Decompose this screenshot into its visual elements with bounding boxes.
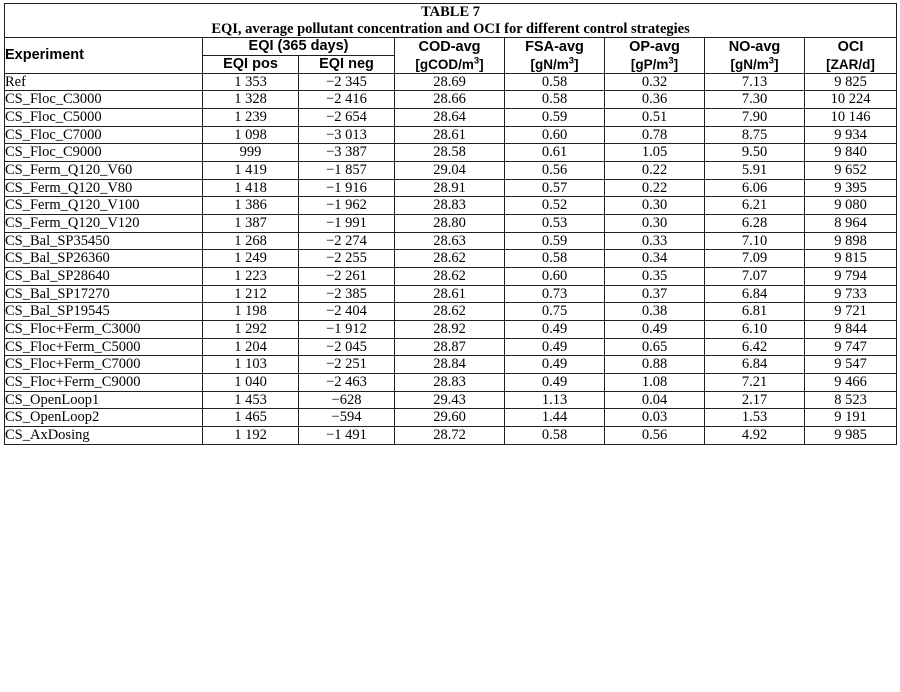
table-row (5, 285, 897, 303)
cell-fsa: 0.58 (505, 91, 605, 109)
cell-fsa: 0.58 (505, 250, 605, 268)
cell-fsa: 1.13 (505, 391, 605, 409)
cell-no: 1.53 (705, 409, 805, 427)
cell-experiment: CS_Floc+Ferm_C7000 (5, 356, 203, 374)
cell-eqi-neg: −2 045 (299, 338, 395, 356)
cell-oci: 9 898 (805, 232, 897, 250)
table-row (5, 427, 897, 445)
column-header-fsa-name: FSA-avg (525, 38, 584, 55)
cell-no: 7.07 (705, 268, 805, 286)
cell-oci: 9 733 (805, 285, 897, 303)
column-header-eqi-pos: EQI pos (203, 56, 299, 74)
cell-cod: 28.69 (395, 73, 505, 91)
cell-cod: 28.92 (395, 321, 505, 339)
cell-op: 0.04 (605, 391, 705, 409)
cell-cod: 28.62 (395, 268, 505, 286)
column-header-cod (395, 38, 505, 73)
cell-oci: 9 721 (805, 303, 897, 321)
cell-experiment: CS_Floc_C7000 (5, 126, 203, 144)
cell-experiment: CS_Bal_SP35450 (5, 232, 203, 250)
cell-fsa: 0.52 (505, 197, 605, 215)
cell-experiment: CS_OpenLoop1 (5, 391, 203, 409)
cell-eqi-pos: 1 465 (203, 409, 299, 427)
table-row (5, 268, 897, 286)
cell-no: 6.06 (705, 179, 805, 197)
cell-op: 1.08 (605, 374, 705, 392)
cell-no: 6.84 (705, 285, 805, 303)
cell-oci: 9 840 (805, 144, 897, 162)
cell-eqi-neg: −3 013 (299, 126, 395, 144)
cell-op: 0.22 (605, 179, 705, 197)
table-row (5, 232, 897, 250)
column-header-fsa (505, 38, 605, 73)
cell-fsa: 0.60 (505, 126, 605, 144)
cell-eqi-neg: −2 261 (299, 268, 395, 286)
cell-cod: 28.72 (395, 427, 505, 445)
cell-eqi-neg: −2 251 (299, 356, 395, 374)
cell-oci: 9 547 (805, 356, 897, 374)
cell-eqi-neg: −2 274 (299, 232, 395, 250)
cell-op: 0.03 (605, 409, 705, 427)
table-caption-row (5, 21, 897, 38)
cell-experiment: CS_AxDosing (5, 427, 203, 445)
cell-op: 0.88 (605, 356, 705, 374)
cell-oci: 9 934 (805, 126, 897, 144)
cell-cod: 28.58 (395, 144, 505, 162)
cell-no: 7.90 (705, 109, 805, 127)
cell-no: 8.75 (705, 126, 805, 144)
table-header (5, 4, 897, 74)
cell-oci: 8 964 (805, 215, 897, 233)
table-caption: EQI, average pollutant concentration and OCI for different control strategies (5, 21, 897, 38)
cell-experiment: CS_Ferm_Q120_V60 (5, 162, 203, 180)
cell-op: 0.30 (605, 215, 705, 233)
table-row (5, 321, 897, 339)
cell-eqi-neg: −2 654 (299, 109, 395, 127)
cell-op: 0.37 (605, 285, 705, 303)
cell-oci: 8 523 (805, 391, 897, 409)
cell-experiment: CS_Bal_SP26360 (5, 250, 203, 268)
cell-no: 6.21 (705, 197, 805, 215)
cell-eqi-neg: −1 491 (299, 427, 395, 445)
table-row (5, 215, 897, 233)
cell-no: 7.21 (705, 374, 805, 392)
cell-eqi-neg: −2 463 (299, 374, 395, 392)
cell-op: 0.49 (605, 321, 705, 339)
cell-eqi-pos: 1 198 (203, 303, 299, 321)
table-number: TABLE 7 (5, 4, 897, 21)
table-row (5, 338, 897, 356)
column-header-eqi-group: EQI (365 days) (203, 38, 395, 56)
cell-oci: 9 747 (805, 338, 897, 356)
table-row (5, 409, 897, 427)
table-row (5, 303, 897, 321)
cell-cod: 28.83 (395, 197, 505, 215)
cell-eqi-neg: −3 387 (299, 144, 395, 162)
cell-eqi-neg: −1 962 (299, 197, 395, 215)
cell-no: 6.84 (705, 356, 805, 374)
table-row (5, 391, 897, 409)
table-row (5, 356, 897, 374)
cell-cod: 29.43 (395, 391, 505, 409)
cell-eqi-neg: −2 385 (299, 285, 395, 303)
cell-eqi-pos: 1 386 (203, 197, 299, 215)
cell-eqi-pos: 1 353 (203, 73, 299, 91)
cell-oci: 9 844 (805, 321, 897, 339)
column-header-oci-name: OCI (837, 38, 864, 55)
column-header-op-unit: $[gP/m^3]$ (630, 55, 679, 72)
cell-eqi-pos: 1 453 (203, 391, 299, 409)
cell-eqi-pos: 1 098 (203, 126, 299, 144)
column-header-oci-unit: [ZAR/d] (826, 56, 875, 72)
cell-no: 4.92 (705, 427, 805, 445)
cell-eqi-pos: 1 239 (203, 109, 299, 127)
column-header-oci (805, 38, 897, 73)
cell-no: 9.50 (705, 144, 805, 162)
cell-eqi-pos: 1 292 (203, 321, 299, 339)
cell-fsa: 0.58 (505, 427, 605, 445)
cell-eqi-pos: 1 387 (203, 215, 299, 233)
cell-oci: 9 466 (805, 374, 897, 392)
cell-eqi-pos: 1 212 (203, 285, 299, 303)
cell-cod: 28.64 (395, 109, 505, 127)
cell-eqi-neg: −2 404 (299, 303, 395, 321)
table-row (5, 374, 897, 392)
cell-fsa: 0.73 (505, 285, 605, 303)
cell-eqi-pos: 1 204 (203, 338, 299, 356)
table-body (5, 73, 897, 444)
column-header-fsa-unit: $[gN/m^3]$ (530, 55, 579, 72)
cell-op: 0.35 (605, 268, 705, 286)
table-row (5, 91, 897, 109)
cell-experiment: CS_Floc+Ferm_C3000 (5, 321, 203, 339)
header-row-top (5, 38, 897, 56)
cell-fsa: 0.75 (505, 303, 605, 321)
cell-op: 0.33 (605, 232, 705, 250)
cell-oci: 9 794 (805, 268, 897, 286)
cell-experiment: CS_Floc_C5000 (5, 109, 203, 127)
cell-cod: 28.84 (395, 356, 505, 374)
cell-oci: 9 985 (805, 427, 897, 445)
cell-eqi-pos: 1 103 (203, 356, 299, 374)
cell-fsa: 0.53 (505, 215, 605, 233)
cell-experiment: CS_Bal_SP19545 (5, 303, 203, 321)
column-header-op (605, 38, 705, 73)
cell-cod: 29.60 (395, 409, 505, 427)
cell-eqi-neg: −1 916 (299, 179, 395, 197)
cell-eqi-neg: −1 912 (299, 321, 395, 339)
cell-experiment: Ref (5, 73, 203, 91)
cell-eqi-neg: −628 (299, 391, 395, 409)
table-row (5, 126, 897, 144)
cell-eqi-neg: −2 255 (299, 250, 395, 268)
cell-op: 0.78 (605, 126, 705, 144)
cell-experiment: CS_Floc+Ferm_C9000 (5, 374, 203, 392)
cell-eqi-neg: −1 857 (299, 162, 395, 180)
cell-experiment: CS_Bal_SP28640 (5, 268, 203, 286)
column-header-op-name: OP-avg (629, 38, 680, 55)
cell-no: 2.17 (705, 391, 805, 409)
cell-experiment: CS_Ferm_Q120_V120 (5, 215, 203, 233)
cell-eqi-pos: 1 192 (203, 427, 299, 445)
cell-experiment: CS_Floc_C9000 (5, 144, 203, 162)
cell-no: 6.10 (705, 321, 805, 339)
cell-eqi-pos: 1 419 (203, 162, 299, 180)
column-header-cod-unit: $[gCOD/m^3]$ (415, 55, 484, 72)
cell-fsa: 0.49 (505, 321, 605, 339)
column-header-no-name: NO-avg (728, 38, 781, 55)
cell-no: 6.42 (705, 338, 805, 356)
cell-experiment: CS_Floc+Ferm_C5000 (5, 338, 203, 356)
cell-op: 0.36 (605, 91, 705, 109)
cell-op: 0.30 (605, 197, 705, 215)
cell-oci: 9 815 (805, 250, 897, 268)
cell-fsa: 0.56 (505, 162, 605, 180)
table-title-row (5, 4, 897, 21)
cell-cod: 28.83 (395, 374, 505, 392)
results-table (4, 3, 897, 445)
cell-no: 6.81 (705, 303, 805, 321)
cell-fsa: 0.57 (505, 179, 605, 197)
cell-fsa: 0.60 (505, 268, 605, 286)
cell-cod: 29.04 (395, 162, 505, 180)
cell-op: 0.22 (605, 162, 705, 180)
cell-cod: 28.87 (395, 338, 505, 356)
cell-op: 0.51 (605, 109, 705, 127)
column-header-no-unit: $[gN/m^3]$ (730, 55, 779, 72)
table-row (5, 144, 897, 162)
cell-eqi-pos: 1 223 (203, 268, 299, 286)
table-row (5, 250, 897, 268)
cell-fsa: 0.49 (505, 374, 605, 392)
cell-cod: 28.61 (395, 285, 505, 303)
cell-eqi-neg: −1 991 (299, 215, 395, 233)
cell-oci: 10 146 (805, 109, 897, 127)
table-row (5, 162, 897, 180)
column-header-cod-name: COD-avg (418, 38, 481, 55)
cell-no: 7.10 (705, 232, 805, 250)
cell-experiment: CS_Ferm_Q120_V100 (5, 197, 203, 215)
cell-oci: 9 395 (805, 179, 897, 197)
cell-op: 0.34 (605, 250, 705, 268)
table-row (5, 109, 897, 127)
cell-oci: 9 080 (805, 197, 897, 215)
cell-eqi-neg: −2 345 (299, 73, 395, 91)
cell-experiment: CS_Floc_C3000 (5, 91, 203, 109)
table-row (5, 73, 897, 91)
cell-eqi-pos: 1 249 (203, 250, 299, 268)
cell-op: 0.56 (605, 427, 705, 445)
cell-fsa: 0.58 (505, 73, 605, 91)
cell-fsa: 0.49 (505, 338, 605, 356)
cell-no: 5.91 (705, 162, 805, 180)
cell-no: 6.28 (705, 215, 805, 233)
table-row (5, 179, 897, 197)
cell-eqi-neg: −594 (299, 409, 395, 427)
cell-oci: 9 191 (805, 409, 897, 427)
cell-no: 7.30 (705, 91, 805, 109)
cell-eqi-neg: −2 416 (299, 91, 395, 109)
cell-eqi-pos: 1 268 (203, 232, 299, 250)
cell-no: 7.09 (705, 250, 805, 268)
cell-cod: 28.62 (395, 303, 505, 321)
cell-no: 7.13 (705, 73, 805, 91)
cell-op: 0.38 (605, 303, 705, 321)
column-header-experiment: Experiment (5, 38, 203, 73)
cell-fsa: 0.49 (505, 356, 605, 374)
cell-eqi-pos: 1 418 (203, 179, 299, 197)
cell-cod: 28.63 (395, 232, 505, 250)
cell-cod: 28.61 (395, 126, 505, 144)
column-header-eqi-neg: EQI neg (299, 56, 395, 74)
cell-oci: 9 652 (805, 162, 897, 180)
table-row (5, 197, 897, 215)
cell-cod: 28.91 (395, 179, 505, 197)
cell-cod: 28.62 (395, 250, 505, 268)
cell-oci: 10 224 (805, 91, 897, 109)
cell-fsa: 0.59 (505, 232, 605, 250)
cell-experiment: CS_OpenLoop2 (5, 409, 203, 427)
cell-fsa: 0.61 (505, 144, 605, 162)
cell-eqi-pos: 1 328 (203, 91, 299, 109)
column-header-no (705, 38, 805, 73)
cell-op: 0.65 (605, 338, 705, 356)
cell-eqi-pos: 999 (203, 144, 299, 162)
cell-op: 0.32 (605, 73, 705, 91)
cell-cod: 28.66 (395, 91, 505, 109)
cell-fsa: 0.59 (505, 109, 605, 127)
cell-experiment: CS_Ferm_Q120_V80 (5, 179, 203, 197)
cell-eqi-pos: 1 040 (203, 374, 299, 392)
cell-fsa: 1.44 (505, 409, 605, 427)
cell-experiment: CS_Bal_SP17270 (5, 285, 203, 303)
cell-oci: 9 825 (805, 73, 897, 91)
cell-cod: 28.80 (395, 215, 505, 233)
cell-op: 1.05 (605, 144, 705, 162)
